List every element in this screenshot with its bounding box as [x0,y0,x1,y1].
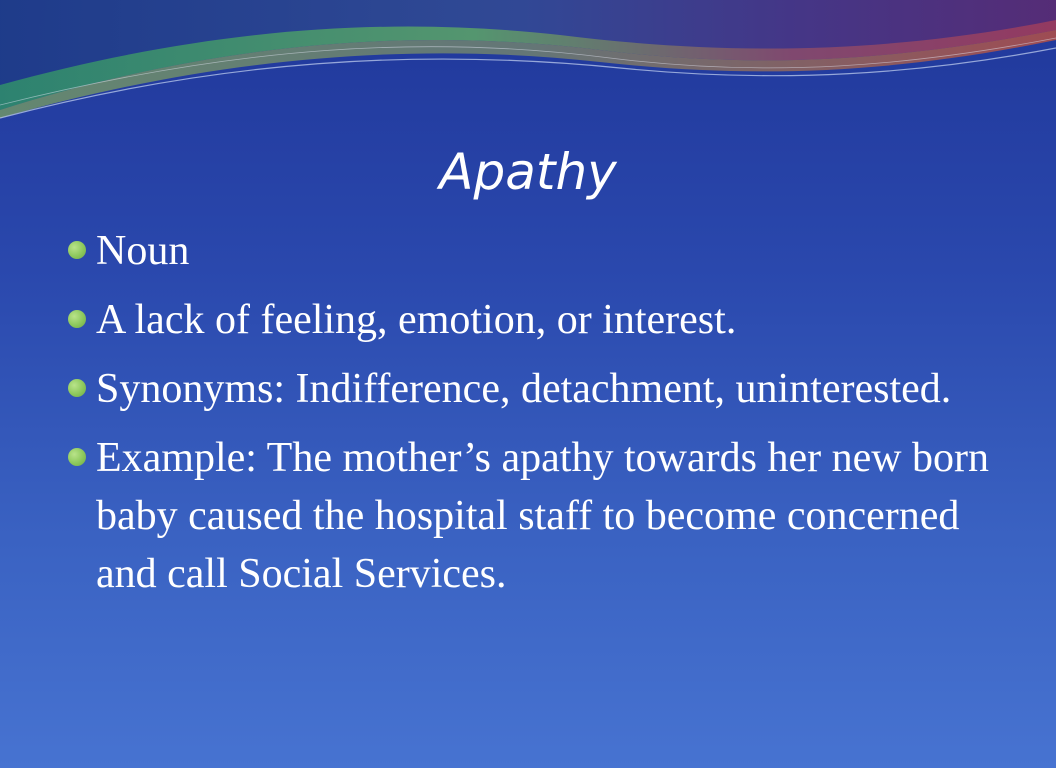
bullet-text: A lack of feeling, emotion, or interest. [96,297,737,343]
bullet-item [68,360,1018,418]
bullet-text: Synonyms: Indifference, detachment, uninterested. [96,366,952,412]
decorative-wave-header [0,0,1056,140]
bullet-item [68,429,1018,603]
bullet-dot-icon [68,241,86,259]
bullet-dot-icon [68,310,86,328]
bullet-dot-icon [68,379,86,397]
bullet-item [68,291,1018,349]
bullet-text: Noun [96,228,190,274]
bullet-dot-icon [68,448,86,466]
slide-title: Apathy [439,143,617,201]
bullet-list [68,222,1018,614]
bullet-text: Example: The mother’s apathy towards her new born baby caused the hospital staff to become concerned and call Social Services. [96,435,990,597]
bullet-item [68,222,1018,280]
